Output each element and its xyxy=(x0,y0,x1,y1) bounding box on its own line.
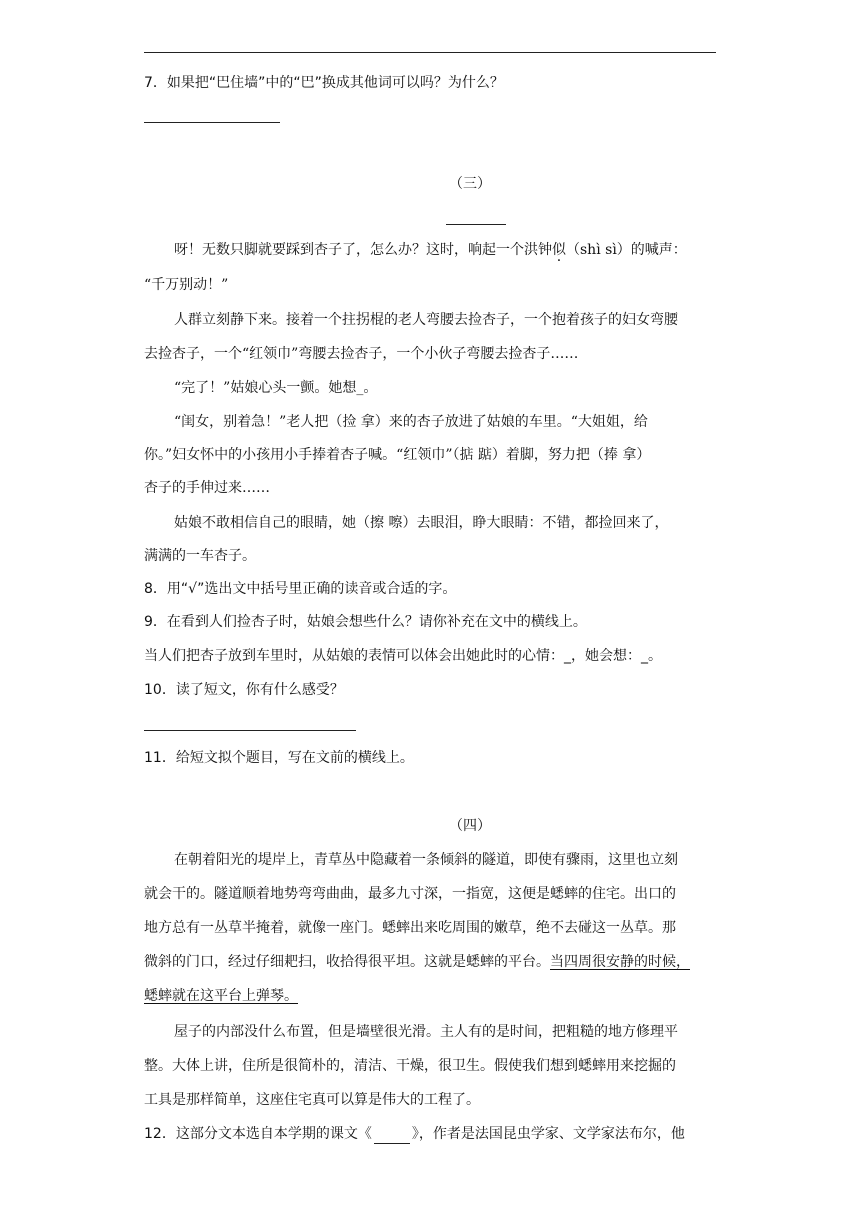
p3-line: “完了！”姑娘心头一颤。她想_。 xyxy=(174,380,378,396)
section-3-heading: （三） xyxy=(449,176,491,192)
p4-line-1: “闺女，别着急！”老人把（捡 拿）来的杏子放进了姑娘的车里。“大姐姐，给 xyxy=(174,414,648,430)
question-8: 8．用“√”选出文中括号里正确的读音或合适的字。 xyxy=(144,581,457,597)
title-blank xyxy=(374,1129,410,1144)
s4-p1-line-1: 在朝着阳光的堤岸上，青草丛中隐藏着一条倾斜的隧道，即使有骤雨，这里也立刻 xyxy=(174,852,678,868)
p5-line-2: 满满的一车杏子。 xyxy=(144,548,256,564)
p4-line-3: 杏子的手伸过来…… xyxy=(144,480,270,496)
question-11: 11．给短文拟个题目，写在文前的横线上。 xyxy=(144,750,414,766)
s4-p1-line-4-plain: 微斜的门口，经过仔细耙扫，收拾得很平坦。这就是蟋蟀的平台。 xyxy=(144,954,550,970)
section-4-heading: （四） xyxy=(449,818,491,834)
s4-p2-line-3: 工具是那样简单，这座住宅真可以算是伟大的工程了。 xyxy=(144,1092,480,1108)
question-12-part-b: 》，作者是法国昆虫学家、文学家法布尔，他 xyxy=(411,1126,685,1142)
dotted-char: 似 xyxy=(552,242,566,258)
title-blank-line xyxy=(446,224,506,225)
p2-line-2: 去捡杏子，一个“红领巾”弯腰去捡杏子，一个小伙子弯腰去捡杏子…… xyxy=(144,346,579,362)
underlined-sentence-part-2: 蟋蟀就在这平台上弹琴。 xyxy=(144,988,298,1004)
question-12 xyxy=(144,1124,685,1144)
p5-line-1: 姑娘不敢相信自己的眼睛，她（擦 嚓）去眼泪，睁大眼睛：不错，都捡回来了， xyxy=(174,515,669,531)
p1-line-2: “千万别动！” xyxy=(144,277,229,293)
question-9-sub: 当人们把杏子放到车里时，从姑娘的表情可以体会出她此时的心情：_，她会想：_。 xyxy=(144,648,662,664)
answer-line-10 xyxy=(144,730,356,731)
underlined-sentence-part-1: 当四周很安静的时候， xyxy=(550,954,690,970)
p4-line-2: 你。”妇女怀中的小孩用小手捧着杏子喊。“红领巾”（掂 踮）着脚，努力把（捧 拿） xyxy=(144,447,651,463)
p1-text-a: 呀！无数只脚就要踩到杏子了，怎么办？这时，响起一个洪钟 xyxy=(174,242,552,258)
s4-p1-line-3: 地方总有一丛草半掩着，就像一座门。蟋蟀出来吃周围的嫩草，绝不去碰这一丛草。那 xyxy=(144,920,676,936)
answer-line-7 xyxy=(144,122,280,123)
question-9: 9．在看到人们捡杏子时，姑娘会想些什么？请你补充在文中的横线上。 xyxy=(144,614,587,630)
question-12-part-a: 12．这部分文本选自本学期的课文《 xyxy=(144,1126,372,1142)
question-7: 7．如果把“巴住墙”中的“巴”换成其他词可以吗？为什么？ xyxy=(144,75,504,91)
p2-line-1: 人群立刻静下来。接着一个拄拐棍的老人弯腰去捡杏子，一个抱着孩子的妇女弯腰 xyxy=(174,312,678,328)
p1-text-b: （shì sì）的喊声： xyxy=(566,242,687,258)
top-divider xyxy=(144,52,716,53)
s4-p1-line-2: 就会干的。隧道顺着地势弯弯曲曲，最多九寸深，一指宽，这便是蟋蟀的住宅。出口的 xyxy=(144,886,676,902)
s4-p2-line-1: 屋子的内部没什么布置，但是墙壁很光滑。主人有的是时间，把粗糙的地方修理平 xyxy=(174,1024,678,1040)
s4-p2-line-2: 整。大体上讲，住所是很简朴的，清洁、干燥，很卫生。假使我们想到蟋蟀用来挖掘的 xyxy=(144,1058,676,1074)
question-10: 10．读了短文，你有什么感受？ xyxy=(144,682,344,698)
